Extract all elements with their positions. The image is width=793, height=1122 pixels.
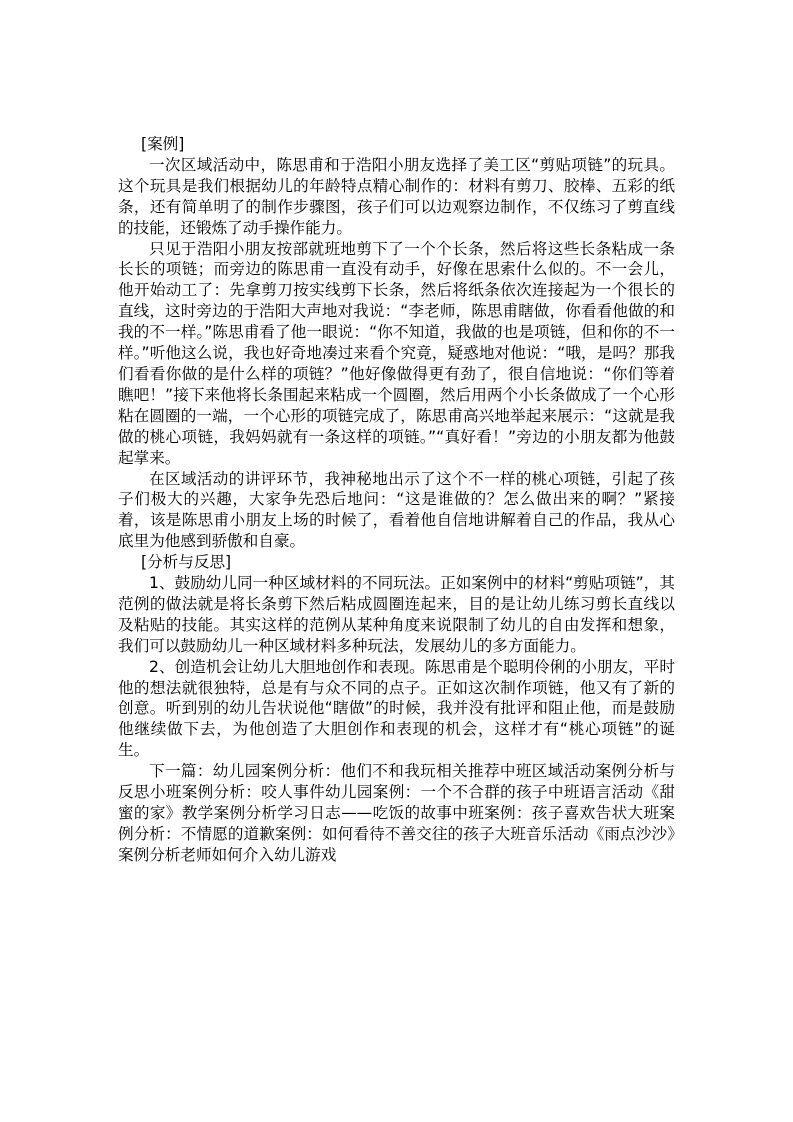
case-paragraph-3: 在区域活动的讲评环节，我神秘地出示了这个不一样的桃心项链，引起了孩子们极大的兴趣，大家争先恐后地问：“这是谁做的？怎么做出来的啊？”紧接着，该是陈思甫小朋友上场的时候了，看着他自信地讲解着自己的作品，我从心底里为他感到骄傲和自豪。	[118, 469, 675, 551]
analysis-paragraph-1: 1、鼓励幼儿同一种区域材料的不同玩法。正如案例中的材料“剪贴项链”，其范例的做法就是将长条剪下然后粘成圆圈连起来，目的是让幼儿练习剪长直线以及粘贴的技能。其实这样的范例从某种角度来说限制了幼儿的自由发挥和想象，我们可以鼓励幼儿一种区域材料多种玩法，发展幼儿的多方面能力。	[118, 574, 675, 655]
related-links-paragraph: 下一篇：幼儿园案例分析：他们不和我玩相关推荐中班区域活动案例分析与反思小班案例分析：咬人事件幼儿园案例：一个不合群的孩子中班语言活动《甜蜜的家》教学案例分析学习日志——吃饭的故事中班案例：孩子喜欢告状大班案例分析：不情愿的道歉案例：如何看待不善交往的孩子大班音乐活动《雨点沙沙》案例分析老师如何介入幼儿游戏	[118, 762, 675, 864]
analysis-heading: [分析与反思]	[141, 553, 232, 572]
case-heading: [案例]	[141, 135, 185, 153]
case-paragraph-2: 只见于浩阳小朋友按部就班地剪下了一个个长条，然后将这些长条粘成一条长长的项链；而旁边的陈思甫一直没有动手，好像在思索什么似的。不一会儿，他开始动工了：先拿剪刀按实线剪下长条，然后将纸条依次连接起为一个很长的直线，这时旁边的于浩阳大声地对我说：“李老师，陈思甫瞎做，你看看他做的和我的不一样。”陈思甫看了他一眼说：“你不知道，我做的也是项链，但和你的不一样。”听他这么说，我也好奇地凑过来看个究竟，疑惑地对他说：“哦，是吗？那我们看看你做的是什么样的项链？”他好像做得更有劲了，很自信地说：“你们等着瞧吧！”接下来他将长条围起来粘成一个圆圈，然后用两个小长条做成了一个心形粘在圆圈的一端，一个心形的项链完成了，陈思甫高兴地举起来展示：“这就是我做的桃心项链，我妈妈就有一条这样的项链。”“真好看！”旁边的小朋友都为他鼓起掌来。	[118, 239, 675, 467]
document-page	[118, 134, 675, 866]
case-paragraph-1: 一次区域活动中，陈思甫和于浩阳小朋友选择了美工区“剪贴项链”的玩具。这个玩具是我们根据幼儿的年龄特点精心制作的：材料有剪刀、胶棒、五彩的纸条，还有简单明了的制作步骤图，孩子们可以边观察边制作，不仅练习了剪直线的技能，还锻炼了动手操作能力。	[118, 155, 675, 237]
analysis-paragraph-2: 2、创造机会让幼儿大胆地创作和表现。陈思甫是个聪明伶俐的小朋友，平时他的想法就很独特，总是有与众不同的点子。正如这次制作项链，他又有了新的创意。听到别的幼儿告状说他“瞎做”的时候，我并没有批评和阻止他，而是鼓励他继续做下去，为他创造了大胆创作和表现的机会，这样才有“桃心项链”的诞生。	[118, 657, 675, 760]
